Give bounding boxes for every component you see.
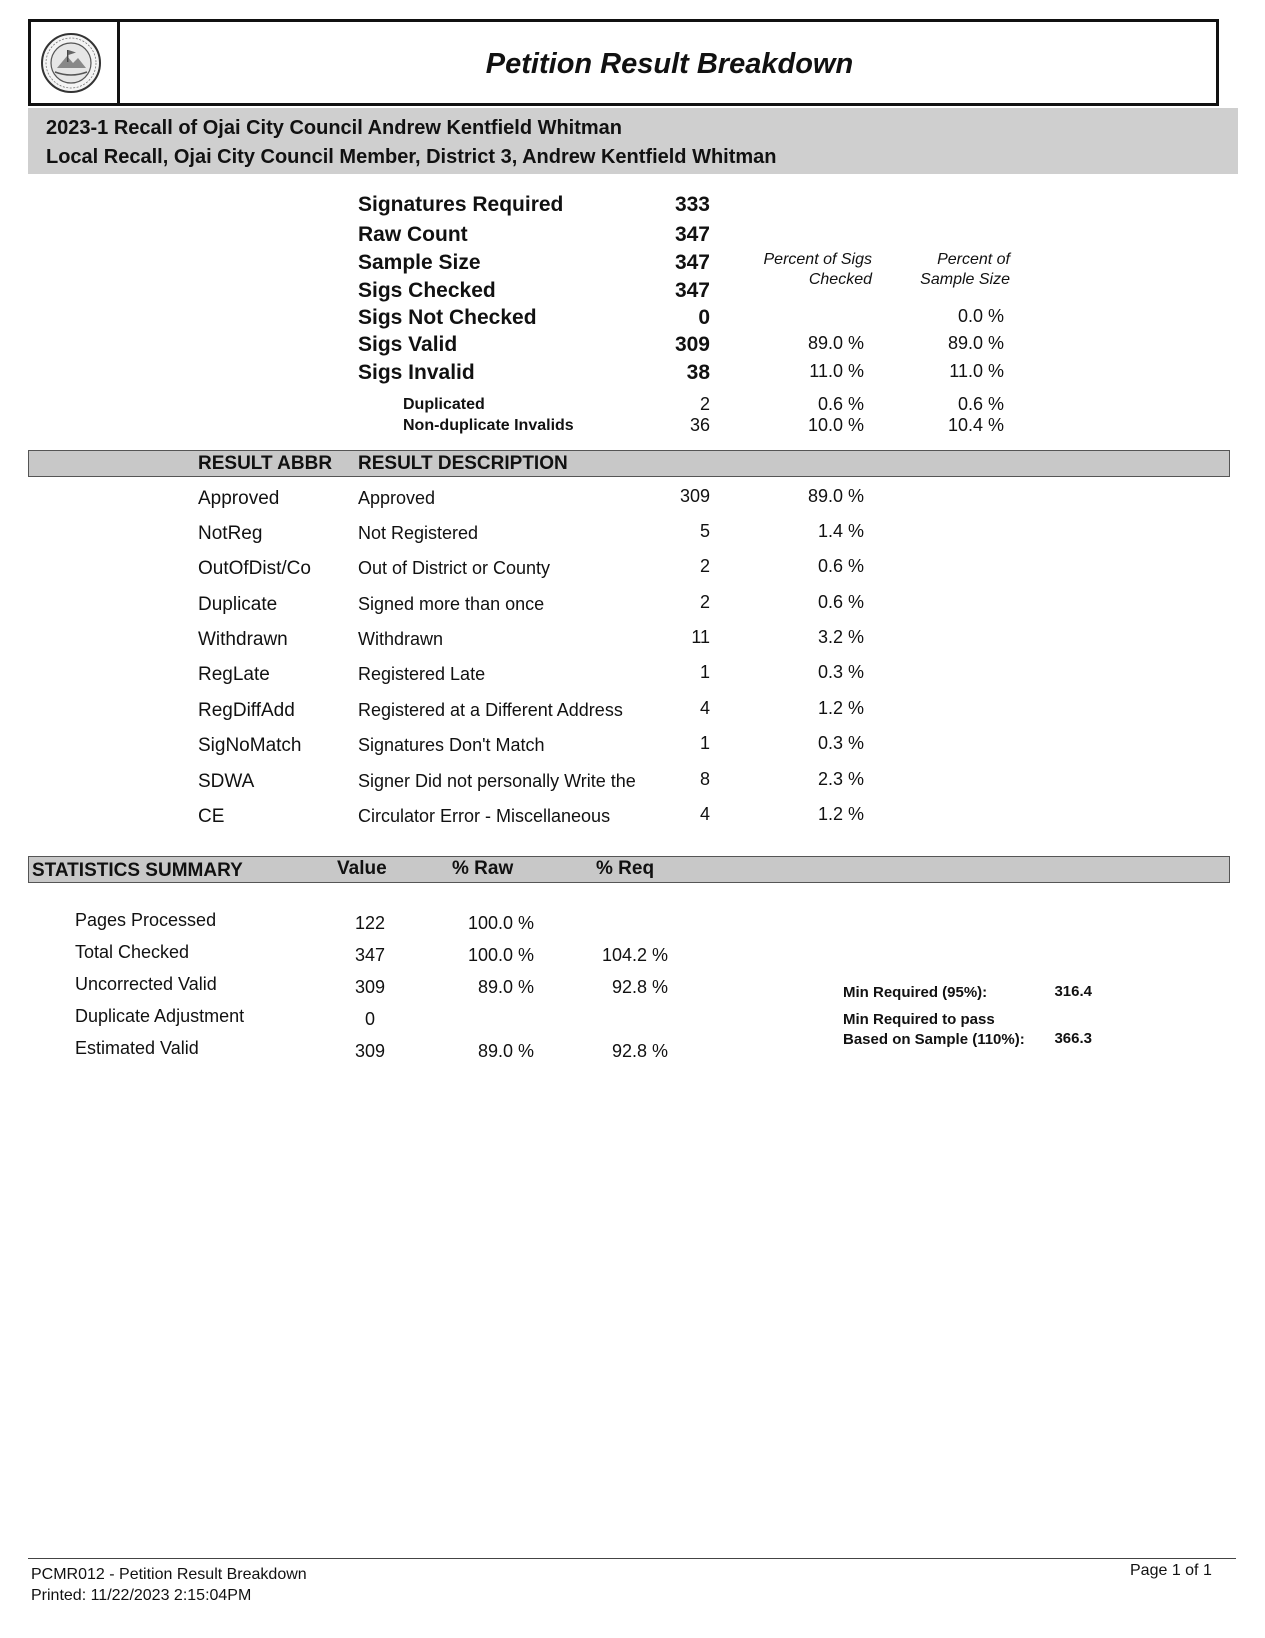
summary-sublabel: Non-duplicate Invalids <box>403 417 574 434</box>
page-title: Petition Result Breakdown <box>485 48 854 80</box>
stats-raw-pct: 100.0 % <box>467 913 534 933</box>
stats-req-pct: 92.8 % <box>611 1041 668 1061</box>
petition-title: 2023-1 Recall of Ojai City Council Andrew Kentfield Whitman <box>46 117 623 139</box>
summary-label: Sigs Invalid <box>358 361 475 384</box>
summary-value: 333 <box>674 193 710 216</box>
result-pct: 89.0 % <box>807 486 864 506</box>
result-count: 309 <box>679 486 710 506</box>
stats-value: 347 <box>354 945 386 965</box>
summary-label: Sigs Valid <box>358 333 458 356</box>
result-desc: Out of District or County <box>358 558 551 578</box>
summary-label: Sigs Not Checked <box>358 306 537 329</box>
result-count: 4 <box>699 698 710 718</box>
pct-sample-header: Percent of Sample Size <box>920 251 1010 288</box>
printed-timestamp: Printed: 11/22/2023 2:15:04PM <box>31 1587 252 1604</box>
footer-rule <box>28 1558 1236 1559</box>
result-count: 1 <box>699 662 710 682</box>
pct-checked-header: Percent of Sigs Checked <box>763 251 872 288</box>
summary-label: Sigs Checked <box>358 279 496 302</box>
result-pct: 3.2 % <box>817 627 864 647</box>
summary-label: Sample Size <box>358 251 481 274</box>
stats-value: 0 <box>364 1009 375 1029</box>
min-pass-label-2: Based on Sample (110%): <box>843 1031 1025 1048</box>
result-abbr: RegDiffAdd <box>198 700 295 721</box>
result-count: 2 <box>699 592 710 612</box>
summary-value: 38 <box>686 361 710 384</box>
summary-pct-sample: 0.6 % <box>957 394 1004 414</box>
stats-value: 309 <box>354 1041 386 1061</box>
summary-value: 347 <box>674 251 710 274</box>
stats-raw-pct: 89.0 % <box>477 977 534 997</box>
result-pct: 1.2 % <box>817 698 864 718</box>
county-seal-logo <box>40 32 102 94</box>
result-desc: Signer Did not personally Write the <box>358 771 636 791</box>
result-abbr: Approved <box>198 488 280 509</box>
result-desc: Not Registered <box>358 523 479 543</box>
result-abbr-header: RESULT ABBR <box>198 453 333 474</box>
summary-label: Raw Count <box>358 223 468 246</box>
result-desc: Registered at a Different Address <box>358 700 623 720</box>
stats-req-header: % Req <box>596 858 655 879</box>
result-count: 4 <box>699 804 710 824</box>
summary-pct-checked: 10.0 % <box>807 415 864 435</box>
result-pct: 2.3 % <box>817 769 864 789</box>
result-abbr: SDWA <box>198 771 255 792</box>
stats-raw-header: % Raw <box>452 858 514 879</box>
stats-label: Uncorrected Valid <box>75 974 217 994</box>
result-pct: 0.6 % <box>817 556 864 576</box>
result-pct: 0.3 % <box>817 733 864 753</box>
stats-raw-pct: 89.0 % <box>477 1041 534 1061</box>
result-abbr: RegLate <box>198 664 270 685</box>
result-desc: Circulator Error - Miscellaneous <box>358 806 611 826</box>
result-abbr: Duplicate <box>198 594 278 615</box>
summary-pct-sample: 89.0 % <box>947 333 1004 353</box>
statistics-title: STATISTICS SUMMARY <box>32 860 243 881</box>
stats-value-header: Value <box>337 858 387 879</box>
result-pct: 1.2 % <box>817 804 864 824</box>
stats-value: 309 <box>354 977 386 997</box>
stats-label: Duplicate Adjustment <box>75 1006 245 1026</box>
result-pct: 0.6 % <box>817 592 864 612</box>
summary-pct-checked: 89.0 % <box>807 333 864 353</box>
summary-value: 347 <box>674 279 710 302</box>
result-desc: Signatures Don't Match <box>358 735 545 755</box>
stats-req-pct: 104.2 % <box>601 945 668 965</box>
result-desc-header: RESULT DESCRIPTION <box>358 453 568 474</box>
result-desc: Withdrawn <box>358 629 444 649</box>
result-count: 1 <box>699 733 710 753</box>
summary-subvalue: 36 <box>689 415 710 435</box>
summary-pct-checked: 0.6 % <box>817 394 864 414</box>
summary-label: Signatures Required <box>358 193 564 216</box>
min-pass-label: Min Required to pass <box>843 1011 995 1028</box>
stats-label: Estimated Valid <box>75 1038 199 1058</box>
page-number: Page 1 of 1 <box>1130 1562 1212 1579</box>
min-required-value: 316.4 <box>1054 983 1092 1000</box>
summary-value: 309 <box>674 333 710 356</box>
result-abbr: NotReg <box>198 523 263 544</box>
result-count: 2 <box>699 556 710 576</box>
result-abbr: SigNoMatch <box>198 735 302 756</box>
min-pass-value: 366.3 <box>1054 1030 1092 1047</box>
summary-pct-checked: 11.0 % <box>809 361 864 381</box>
result-abbr: CE <box>198 806 225 827</box>
result-desc: Signed more than once <box>358 594 545 614</box>
result-count: 11 <box>691 627 710 647</box>
result-desc: Approved <box>358 488 436 508</box>
summary-pct-sample: 11.0 % <box>949 361 1004 381</box>
summary-sublabel: Duplicated <box>403 396 485 413</box>
summary-pct-sample: 0.0 % <box>957 306 1004 326</box>
result-abbr: Withdrawn <box>198 629 288 650</box>
petition-subtitle: Local Recall, Ojai City Council Member, District 3, Andrew Kentfield Whitman <box>46 146 777 168</box>
summary-pct-sample: 10.4 % <box>947 415 1004 435</box>
result-desc: Registered Late <box>358 664 486 684</box>
result-pct: 0.3 % <box>817 662 864 682</box>
summary-value: 0 <box>698 306 710 329</box>
report-id: PCMR012 - Petition Result Breakdown <box>31 1566 307 1583</box>
result-count: 5 <box>699 521 710 541</box>
summary-subvalue: 2 <box>699 394 710 414</box>
stats-req-pct: 92.8 % <box>611 977 668 997</box>
stats-label: Total Checked <box>75 942 190 962</box>
result-count: 8 <box>699 769 710 789</box>
result-pct: 1.4 % <box>817 521 864 541</box>
summary-value: 347 <box>674 223 710 246</box>
stats-value: 122 <box>354 913 386 933</box>
result-abbr: OutOfDist/Co <box>198 558 311 579</box>
stats-label: Pages Processed <box>75 910 217 930</box>
stats-raw-pct: 100.0 % <box>467 945 534 965</box>
min-required-label: Min Required (95%): <box>843 984 988 1001</box>
